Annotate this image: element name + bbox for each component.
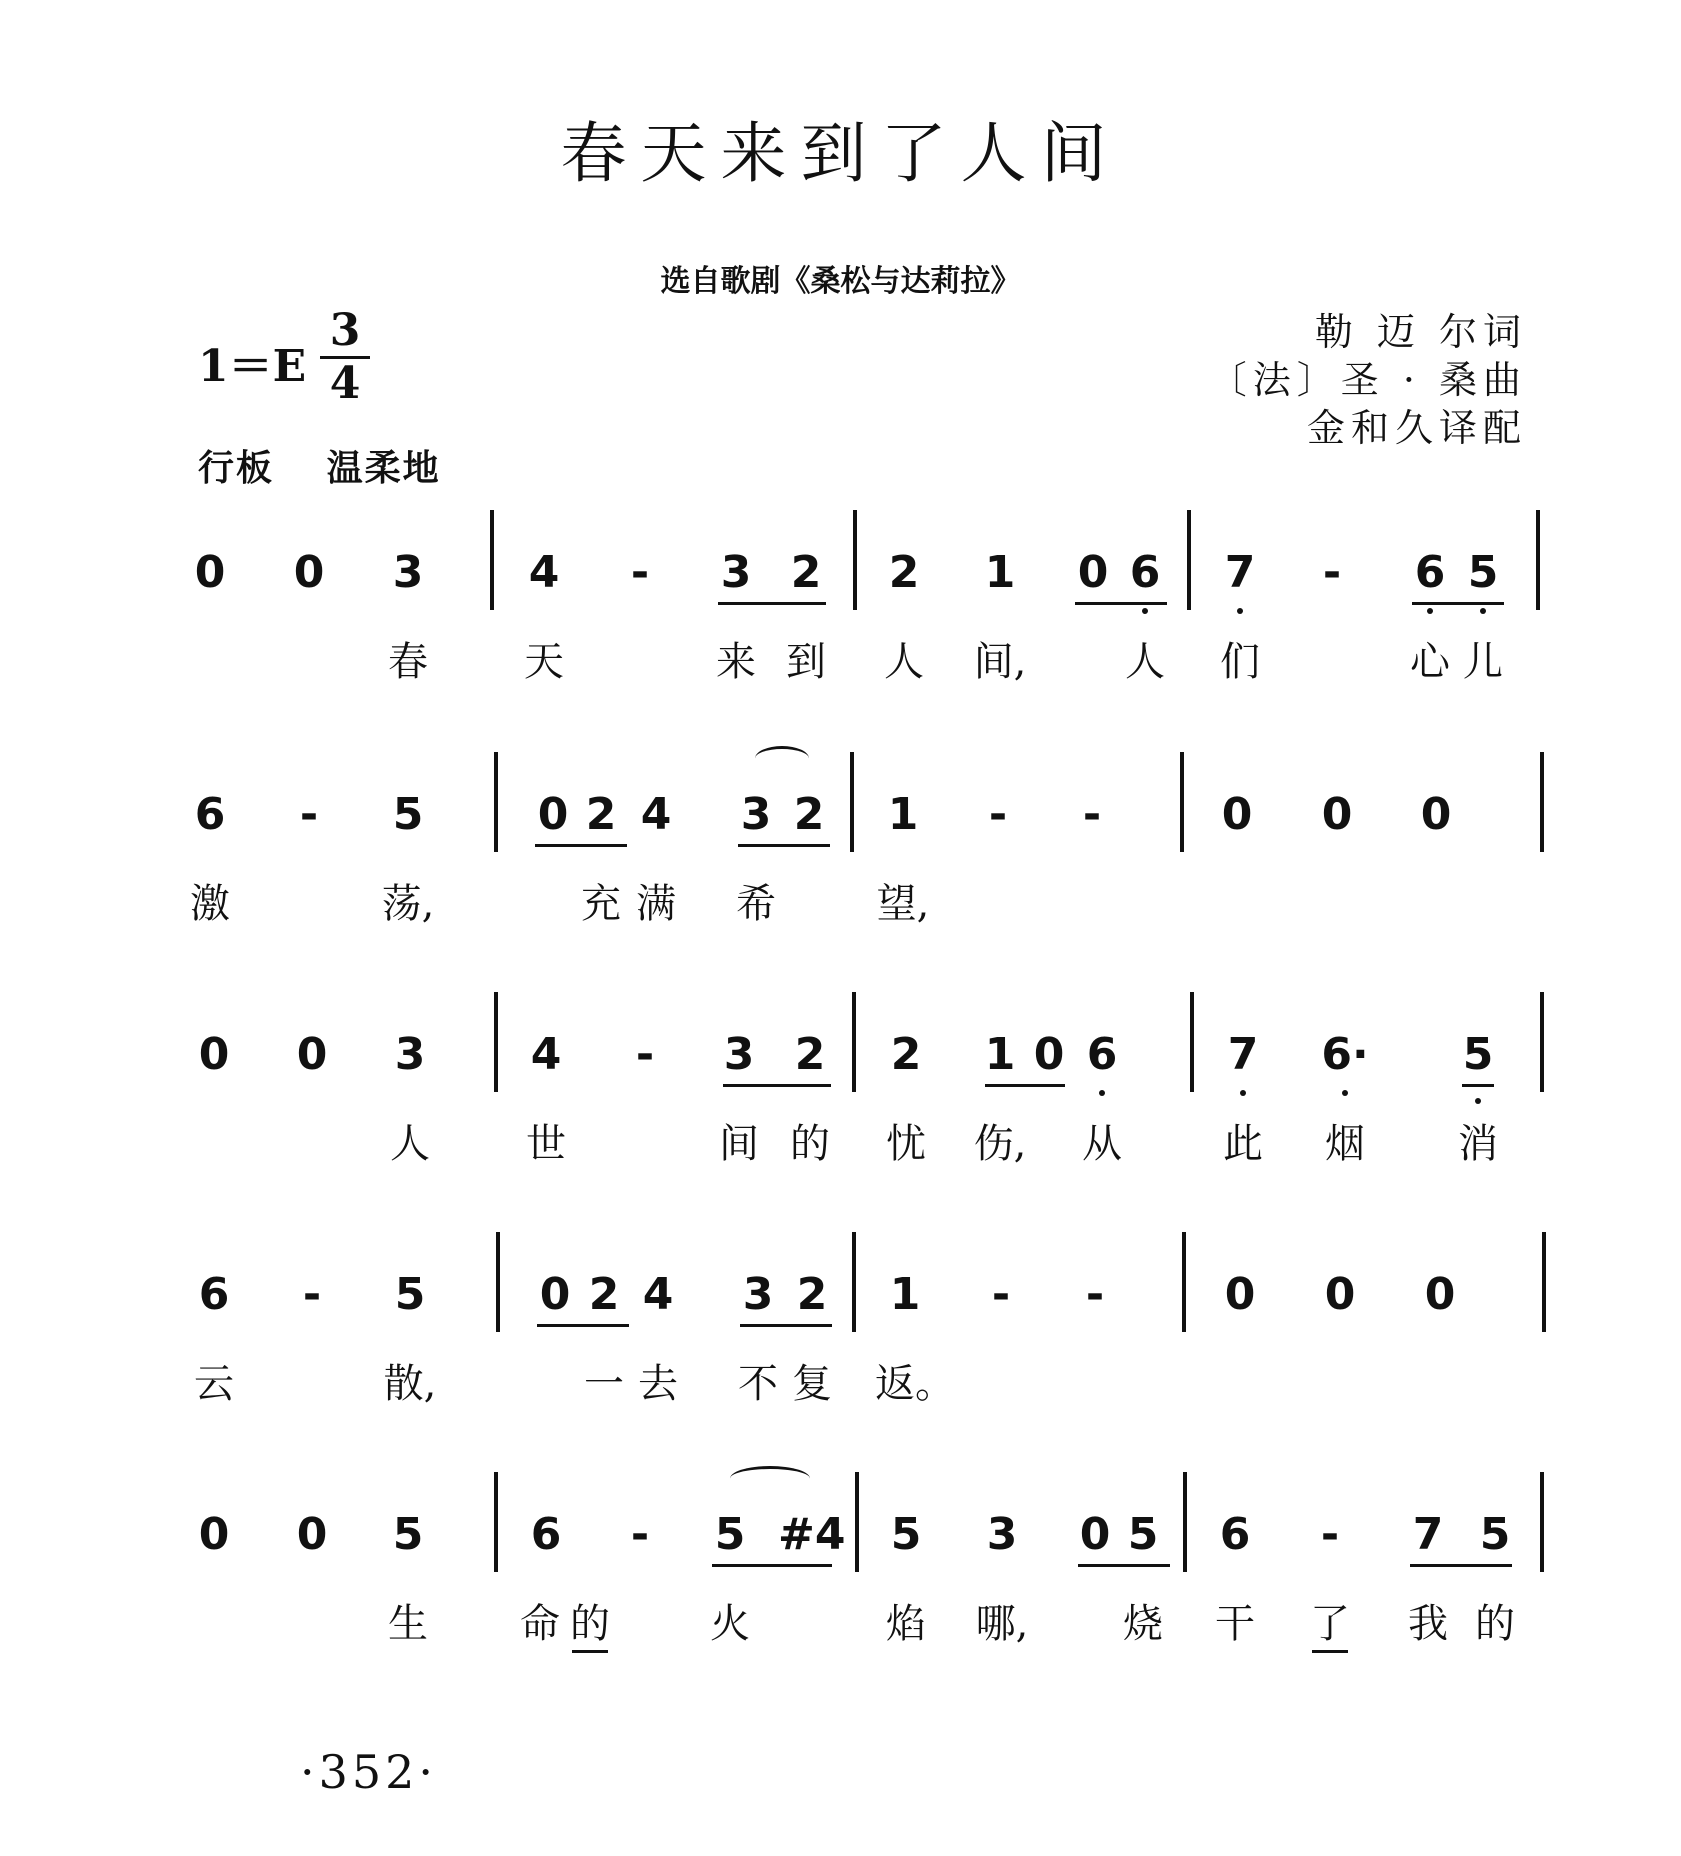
page-number: ·352· [300,1745,438,1799]
lyric-char: 我 [1408,1601,1448,1647]
note: 1 [984,1029,1016,1080]
note: 2 [796,1269,828,1320]
lyric-char: 们 [1220,639,1260,685]
lyric-char: 散, [383,1361,437,1407]
eighth-underline [1462,1084,1494,1087]
lyric-char: 一 [584,1361,624,1407]
note: 6 [1414,547,1446,598]
note: 0 [1224,1269,1256,1320]
low-octave-dot [1427,608,1433,614]
lyric-underline [572,1650,608,1653]
sharp-note: #4 [778,1509,846,1560]
note: 5 [394,1269,426,1320]
eighth-underline [537,1324,629,1327]
note: 5 [1127,1509,1159,1560]
note: 2 [888,547,920,598]
note: 0 [1324,1269,1356,1320]
note: 2 [790,547,822,598]
lyric-char: 伤, [973,1121,1027,1167]
note: 6 [1129,547,1161,598]
note: 6 [1219,1509,1251,1560]
note: 0 [194,547,226,598]
eighth-underline [718,602,826,605]
eighth-underline [738,844,830,847]
note: 1 [889,1269,921,1320]
lyric-char: 烟 [1325,1121,1365,1167]
lyric-underline [1312,1650,1348,1653]
low-octave-dot [1475,1098,1481,1104]
note: 5 [1467,547,1499,598]
lyric-char: 云 [194,1361,234,1407]
note: 0 [539,1269,571,1320]
lyric-char: 忧 [886,1121,926,1167]
slur [730,1466,810,1491]
note: 2 [794,1029,826,1080]
note: 0 [293,547,325,598]
lyric-char: 天 [524,639,564,685]
lyric-char: 命 [520,1601,560,1647]
note: 1 [887,789,919,840]
barline [494,1472,498,1572]
note: 3 [742,1269,774,1320]
lyric-char: 充 [581,881,621,927]
lyric-char: 儿 [1463,639,1503,685]
lyric-char: 间 [719,1121,759,1167]
slur [755,746,809,771]
note: 0 [198,1509,230,1560]
lyric-char: 了 [1310,1601,1350,1647]
score-system-1 [0,510,1681,750]
song-title: 春天来到了人间 [560,115,1121,192]
note: - [299,789,319,840]
time-denominator: 4 [329,358,361,409]
eighth-underline [985,1084,1065,1087]
note: 5 [714,1509,746,1560]
lyric-char: 来 [716,639,756,685]
low-octave-dot [1240,1090,1246,1096]
time-numerator: 3 [320,306,370,359]
note: 7 [1224,547,1256,598]
note: 0 [198,1029,230,1080]
note: 2 [890,1029,922,1080]
barline [1540,752,1544,852]
note: 5 [1462,1029,1494,1080]
credits [1209,308,1527,452]
tempo-term: 行板 [198,448,275,489]
note: 0 [1424,1269,1456,1320]
lyric-char: 心 [1410,639,1450,685]
note: 0 [537,789,569,840]
note: 6 [1086,1029,1118,1080]
tempo-marking [198,440,479,491]
note: 0 [1079,1509,1111,1560]
lyric-char: 希 [736,881,776,927]
lyric-char: 满 [636,881,676,927]
note: 2 [585,789,617,840]
barline [1540,1472,1544,1572]
barline [1542,1232,1546,1332]
eighth-underline [723,1084,831,1087]
note: 7 [1412,1509,1444,1560]
lyric-char: 人 [1125,639,1165,685]
barline [853,510,857,610]
low-octave-dot [1142,608,1148,614]
lyric-char: 火 [710,1601,750,1647]
score-system-3 [0,992,1681,1232]
note: 5 [890,1509,922,1560]
lyric-char: 间, [973,639,1027,685]
lyric-char: 激 [190,881,230,927]
note: - [630,1509,650,1560]
lyric-char: 消 [1458,1121,1498,1167]
note: 5 [1479,1509,1511,1560]
lyric-char: 焰 [886,1601,926,1647]
barline [1187,510,1191,610]
note: 4 [528,547,560,598]
note: 3 [740,789,772,840]
note: 3 [723,1029,755,1080]
barline [494,992,498,1092]
note: 2 [793,789,825,840]
note: 3 [720,547,752,598]
barline [1190,992,1194,1092]
note: 0 [1033,1029,1065,1080]
expression-term: 温柔地 [326,448,441,489]
note: 4 [640,789,672,840]
note: 4 [530,1029,562,1080]
note: 4 [642,1269,674,1320]
barline [1182,1232,1186,1332]
note: 2 [588,1269,620,1320]
note: 5 [392,789,424,840]
barline [494,752,498,852]
lyric-char: 生 [388,1601,428,1647]
note: 6 [194,789,226,840]
lyric-char: 荡, [381,881,435,927]
lyric-char: 望, [876,881,930,927]
lyric-char: 从 [1082,1121,1122,1167]
barline [855,1472,859,1572]
barline [1180,752,1184,852]
low-octave-dot [1480,608,1486,614]
score-system-2 [0,752,1681,992]
barline [852,1232,856,1332]
note: 0 [1221,789,1253,840]
eighth-underline [1075,602,1167,605]
note: 3 [394,1029,426,1080]
note: 3 [986,1509,1018,1560]
note: 6 [530,1509,562,1560]
eighth-underline [1078,1564,1170,1567]
note: - [1322,547,1342,598]
barline [1183,1472,1187,1572]
note: 6· [1321,1029,1369,1080]
eighth-underline [1410,1564,1512,1567]
score-system-5 [0,1472,1681,1712]
eighth-underline [712,1564,832,1567]
eighth-underline [740,1324,832,1327]
note: 7 [1227,1029,1259,1080]
lyric-char: 世 [526,1121,566,1167]
lyric-char: 的 [570,1601,610,1647]
lyric-char: 不 [738,1361,778,1407]
lyric-char: 的 [1475,1601,1515,1647]
note: 5 [392,1509,424,1560]
note: - [988,789,1008,840]
barline [852,992,856,1092]
source-note: 选自歌剧《桑松与达莉拉》 [660,264,1021,299]
note: - [302,1269,322,1320]
low-octave-dot [1342,1090,1348,1096]
note: 0 [1420,789,1452,840]
lyric-char: 哪, [975,1601,1029,1647]
lyric-char: 返。 [875,1361,955,1407]
note: 1 [984,547,1016,598]
lyric-char: 春 [388,639,428,685]
lyric-char: 去 [638,1361,678,1407]
note: 0 [1321,789,1353,840]
note: 0 [296,1029,328,1080]
note: - [635,1029,655,1080]
note: 6 [198,1269,230,1320]
barline [490,510,494,610]
barline [1540,992,1544,1092]
lyric-char: 人 [884,639,924,685]
note: - [1085,1269,1105,1320]
note: 0 [296,1509,328,1560]
composer-credit: 〔法〕圣 · 桑曲 [1208,358,1527,402]
note: 0 [1077,547,1109,598]
lyric-char: 此 [1223,1121,1263,1167]
eighth-underline [1412,602,1504,605]
note: 3 [392,547,424,598]
time-signature [320,306,370,409]
lyric-char: 人 [390,1121,430,1167]
note: - [1082,789,1102,840]
note: - [991,1269,1011,1320]
eighth-underline [535,844,627,847]
lyric-char: 干 [1215,1601,1255,1647]
lyric-char: 到 [786,639,826,685]
lyric-char: 烧 [1123,1601,1163,1647]
low-octave-dot [1099,1090,1105,1096]
key-signature: 1＝E [198,341,307,392]
barline [496,1232,500,1332]
note: - [630,547,650,598]
lyric-char: 复 [792,1361,832,1407]
score-system-4 [0,1232,1681,1472]
lyricist-credit: 勒 迈 尔词 [1314,310,1527,354]
barline [850,752,854,852]
barline [1536,510,1540,610]
lyric-char: 的 [790,1121,830,1167]
low-octave-dot [1237,608,1243,614]
note: - [1320,1509,1340,1560]
translator-credit: 金和久译配 [1306,406,1527,450]
